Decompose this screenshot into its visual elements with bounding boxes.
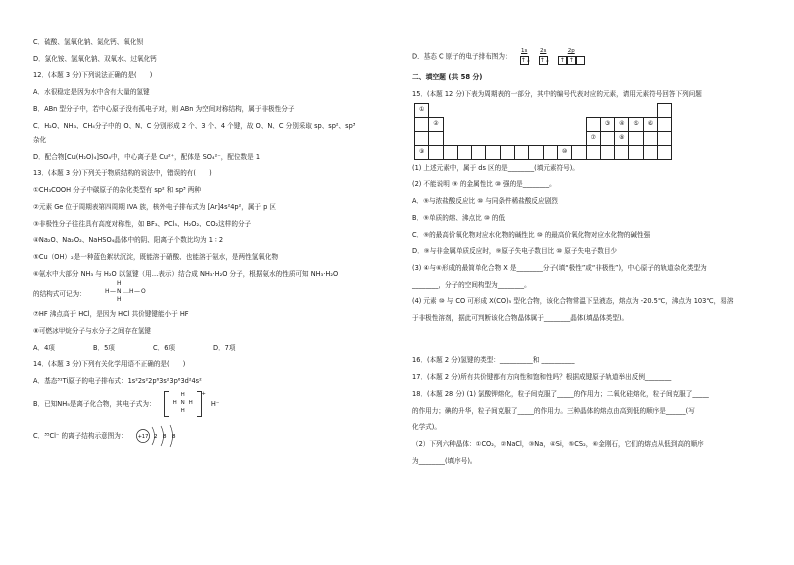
hydride-anion: H⁻ <box>210 400 220 409</box>
periodic-table <box>414 103 672 160</box>
shell-2: 8 <box>162 434 167 441</box>
pt-cell: ⑦ <box>586 131 600 145</box>
orbital-group <box>520 48 529 65</box>
pt-cell <box>658 131 672 145</box>
question-13-option-a: A．4项 <box>33 343 55 352</box>
pt-cell <box>615 145 629 159</box>
option-c-previous: C．硫酸、氢氧化钠、氮化钙、氧化钡 <box>33 38 144 46</box>
shell-3: 8 <box>171 434 176 441</box>
pt-cell <box>500 145 514 159</box>
question-12-option-c: C．H₂O、NH₃、CH₄分子中的 O、N、C 分别形成 2 个、3 个、4 个键，故 O、N、C 分别采取 sp、sp²、sp³ <box>33 121 356 130</box>
ion-cell <box>171 408 179 416</box>
table-row <box>415 131 672 145</box>
question-13-statement-8: ⑧可燃冰甲烷分子与水分子之间存在氢键 <box>33 326 152 335</box>
pt-cell: ⑤ <box>629 117 643 131</box>
ion-cell: H <box>180 392 185 399</box>
question-12-stem: 12．(本题 3 分)下列说法正确的是( ) <box>33 71 153 80</box>
ion-cell: H <box>172 400 177 407</box>
ion-cell <box>187 408 195 416</box>
orbital-boxes <box>520 56 529 65</box>
pt-cell: ① <box>415 103 429 117</box>
pt-cell: ⑨ <box>415 145 429 159</box>
question-15-option-d: D．⑨与非金属单质反应时，⑨原子失电子数目比 ⑩ 原子失电子数目少 <box>412 247 618 256</box>
section-2-title: 二、填空题 (共 58 分) <box>412 73 483 82</box>
question-13-statement-6-cont: 的结构式可记为： <box>33 290 86 299</box>
pt-cell <box>429 131 443 145</box>
pt-cell <box>629 131 643 145</box>
orbital-label: 1s <box>521 48 528 54</box>
pt-cell <box>457 145 471 159</box>
option-d-orbital <box>412 48 767 65</box>
struct-h-left: H <box>105 288 110 296</box>
question-15-part-4-cont: 于非极性溶剂，据此可判断该化合物晶体属于________晶体(填晶体类型)。 <box>412 314 629 323</box>
question-15-part-3: (3) ④与⑥形成的最简单化合物 X 是________分子(填“极性”或“非极性”)，中心原子的轨道杂化类型为 <box>412 264 707 272</box>
question-18-line-5: 为________(填序号)。 <box>412 456 477 465</box>
question-17: 17．(本题 2 分)所有共价键都有方向性和饱和性吗？根据成键原子轨道举出反例________ <box>412 373 672 382</box>
question-14-option-c-text: C．³⁵Cl⁻ 的离子结构示意图为： <box>33 432 128 441</box>
chloride-ion-diagram <box>134 423 184 449</box>
struct-h-top: H <box>117 280 122 288</box>
question-18-line-1: 18．(本题 28 分) (1) 氯酸钾熔化，粒子间克服了_____的作用力；二氧化硅熔化，粒子间克服了_____ <box>412 389 709 398</box>
pt-cell <box>600 145 614 159</box>
pt-cell <box>600 131 614 145</box>
question-12-option-d: D．配合物[Cu(H₂O)₄]SO₄中，中心离子是 Cu²⁺，配体是 SO₄²⁻，配位数是 1 <box>33 152 261 161</box>
orbital-label: 2p <box>567 48 575 54</box>
orbital-box <box>576 56 585 65</box>
question-18-line-2: 的作用力；碘的升华，粒子间克服了_____的作用力。三种晶体的熔点由高到低的顺序是______(写 <box>412 406 695 415</box>
question-18-line-3: 化学式)。 <box>412 423 441 432</box>
question-15-option-a: A．⑨与浓盐酸反应比 ⑩ 与同条件稀盐酸反应剧烈 <box>412 197 558 206</box>
struct-h-bottom: H <box>117 296 122 304</box>
question-16: 16．(本题 2 分)氢键的类型：__________和 __________ <box>412 356 575 365</box>
question-15-part-4: (4) 元素 ⑩ 与 CO 可形成 X(CO)₅ 型化合物，该化合物常温下呈液态，熔点为 -20.5℃，沸点为 103℃，易溶 <box>412 297 734 306</box>
shell-1: 2 <box>153 434 158 441</box>
ion-structure-svg <box>134 423 184 449</box>
orbital-box: ↑ <box>568 56 574 64</box>
orbital-box: ↑ <box>559 56 565 64</box>
pt-cell: ④ <box>615 117 629 131</box>
pt-cell: ③ <box>600 117 614 131</box>
question-13-options <box>33 344 393 352</box>
orbital-box: ↑↓ <box>520 56 531 64</box>
question-15-option-b: B．⑨单质的熔、沸点比 ⑩ 的低 <box>412 213 506 222</box>
question-12-option-a: A．水很稳定是因为水中含有大量的氢键 <box>33 88 150 97</box>
orbital-boxes <box>539 56 548 65</box>
pt-cell <box>515 145 529 159</box>
question-13-option-d: D．7项 <box>213 343 236 352</box>
pt-cell: ⑧ <box>615 131 629 145</box>
pt-cell: ② <box>429 117 443 131</box>
orbital-boxes <box>558 56 585 65</box>
pt-cell <box>486 145 500 159</box>
pt-cell <box>643 145 657 159</box>
orbital-diagram <box>520 48 595 65</box>
pt-cell <box>658 117 672 131</box>
pt-cell <box>643 131 657 145</box>
ammonium-grid <box>169 392 197 416</box>
question-13-statement-7: ⑦HF 沸点高于 HCl，是因为 HCl 共价键键能小于 HF <box>33 310 189 319</box>
pt-cell <box>629 145 643 159</box>
orbital-label: 2s <box>540 48 547 54</box>
pt-cell <box>443 145 457 159</box>
orbital-box: ↑↓ <box>539 56 550 64</box>
question-13-statement-3: ③非极性分子往往具有高度对称性，如 BF₃、PCl₅、H₂O₂、CO₂这样的分子 <box>33 219 252 228</box>
struct-o: O <box>141 288 146 296</box>
question-13-stem: 13．(本题 3 分)下列关于物质结构的说法中，错误的有( ) <box>33 169 212 178</box>
table-row <box>415 103 672 117</box>
question-15-option-c: C．⑨的最高价氧化物对应水化物的碱性比 ⑩ 的最高价氧化物对应水化物的碱性强 <box>412 230 651 239</box>
nucleus-charge: +17 <box>137 434 148 441</box>
question-13-statement-6: ⑥氨水中大部分 NH₃ 与 H₂O 以氢键（用…表示）结合成 NH₃·H₂O 分子，根据氨水的性质可知 NH₃·H₂O <box>33 269 339 278</box>
ion-cell: N <box>180 400 185 407</box>
question-13-statement-1: ①CH₃COOH 分子中碳原子的杂化类型有 sp² 和 sp³ 两种 <box>33 186 201 195</box>
electron-formula <box>164 391 220 417</box>
orbital-group <box>558 48 585 65</box>
pt-cell <box>472 145 486 159</box>
question-13-option-c: C．6项 <box>153 343 175 352</box>
question-15-part-3-cont: ________，分子的空间构型为________。 <box>412 280 531 289</box>
question-13-statement-4: ④Na₂O、Na₂O₂、NaHSO₄晶体中的阴、阳离子个数比均为 1 ∶ 2 <box>33 236 224 245</box>
pt-cell <box>415 117 429 131</box>
ion-charge: + <box>201 391 206 398</box>
table-row <box>415 117 672 131</box>
ion-cell <box>187 392 195 400</box>
question-15-part-2: (2) 不能说明 ⑨ 的金属性比 ⑩ 强的是________。 <box>412 180 556 189</box>
ion-cell: H <box>180 408 185 415</box>
question-14-option-a: A．基态³¹Ti原子的电子排布式：1s²2s²2p⁶3s²3p⁶3d²4s² <box>33 377 202 386</box>
option-d-orbital-text: D．基态 C 原子的电子排布图为： <box>412 52 512 61</box>
pt-cell <box>586 117 600 131</box>
question-18-line-4: （2）下列六种晶体：①CO₂，②NaCl，③Na，④Si，⑤CS₂，⑥金刚石，它们的熔点从低到高的顺序 <box>412 440 704 449</box>
pt-cell <box>543 145 557 159</box>
question-13-statement-2: ②元素 Ge 位于周期表第四周期 IVA 族，核外电子排布式为 [Ar]4s²4p²，属于 p 区 <box>33 202 276 211</box>
struct-n: N <box>117 288 122 296</box>
question-12-option-c-cont: 杂化 <box>33 135 47 144</box>
question-14-option-b <box>33 391 393 417</box>
pt-cell <box>429 145 443 159</box>
pt-cell <box>415 131 429 145</box>
question-13-statement-5: ⑤Cu（OH）₂是一种蓝色絮状沉淀，既能溶于硝酸、也能溶于氨水，是两性氢氧化物 <box>33 253 279 262</box>
pt-cell <box>586 145 600 159</box>
right-column <box>412 48 767 465</box>
question-15-stem: 15．(本题 12 分)下表为周期表的一部分，其中的编号代表对应的元素，请用元素符号回答下列问题 <box>412 90 702 99</box>
pt-cell <box>658 103 672 117</box>
pt-cell <box>529 145 543 159</box>
pt-cell <box>572 145 586 159</box>
ion-cell: H <box>188 400 193 407</box>
pt-cell: ⑩ <box>557 145 571 159</box>
pt-cell <box>658 145 672 159</box>
ion-cell <box>171 392 179 400</box>
question-14-stem: 14．(本题 3 分)下列有关化学用语不正确的是( ) <box>33 360 186 369</box>
question-15-part-1: (1) 上述元素中，属于 ds 区的是________(填元素符号)。 <box>412 163 579 172</box>
question-14-option-c <box>33 423 393 449</box>
struct-bond-2: — <box>134 288 140 296</box>
struct-h-mid: H <box>129 288 134 296</box>
struct-bond-1: — <box>110 288 116 296</box>
question-13-option-b: B．5项 <box>93 343 115 352</box>
left-column <box>33 38 393 449</box>
struct-hbond: … <box>123 288 129 296</box>
orbital-group <box>539 48 548 65</box>
pt-cell: ⑥ <box>643 117 657 131</box>
option-d-previous: D．氯化铵、氢氧化钠、双氧水、过氧化钙 <box>33 54 157 63</box>
table-row <box>415 145 672 159</box>
question-12-option-b: B．ABn 型分子中，若中心原子没有孤电子对，则 ABn 为空间对称结构，属于非极性分子 <box>33 104 295 113</box>
question-14-option-b-text: B．已知NH₅是离子化合物，其电子式为： <box>33 400 156 409</box>
